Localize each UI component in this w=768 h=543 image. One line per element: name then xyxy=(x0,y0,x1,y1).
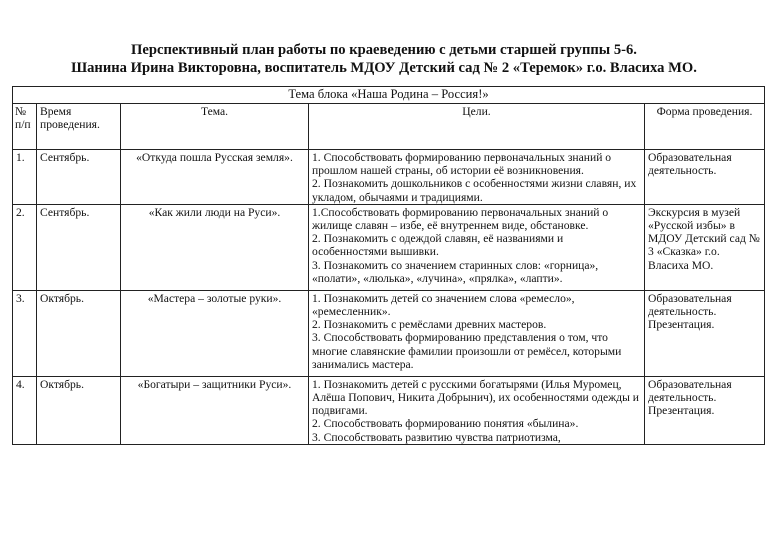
goal-item: 2. Способствовать формированию понятия «былина». xyxy=(312,417,579,431)
row-form: Экскурсия в музей «Русской избы» в МДОУ Детский сад № 3 «Сказка» г.о. Власиха МО. xyxy=(645,204,765,290)
row-form: Образовательная деятельность. xyxy=(645,150,765,205)
row-time: Октябрь. xyxy=(37,290,121,376)
goal-item: 3. Способствовать развитию чувства патриотизма, xyxy=(312,430,561,444)
row-topic: «Богатыри – защитники Руси». xyxy=(121,376,309,444)
block-header-row xyxy=(13,87,765,104)
row-time: Сентябрь. xyxy=(37,204,121,290)
header-goals: Цели. xyxy=(309,104,645,150)
row-time: Сентябрь. xyxy=(37,150,121,205)
plan-table xyxy=(12,86,765,445)
goal-item: 1. Познакомить детей со значением слова «ремесло», «ремесленник». xyxy=(312,291,575,319)
row-number: 3. xyxy=(13,290,37,376)
row-topic: «Мастера – золотые руки». xyxy=(121,290,309,376)
table-row xyxy=(13,204,765,290)
row-goals xyxy=(309,204,645,290)
header-form: Форма проведения. xyxy=(645,104,765,150)
document-title: Перспективный план работы по краеведению с детьми старшей группы 5-6. xyxy=(131,42,637,58)
goal-item: 2. Познакомить с ремёслами древних мастеров. xyxy=(312,318,547,332)
table-row xyxy=(13,376,765,444)
column-header-row xyxy=(13,104,765,150)
goal-item: 2. Познакомить с одеждой славян, её названиями и особенностями вышивки. xyxy=(312,232,564,259)
row-topic: «Откуда пошла Русская земля». xyxy=(121,150,309,205)
row-goals xyxy=(309,376,645,444)
table-row xyxy=(13,290,765,376)
row-form: Образовательная деятельность. Презентация. xyxy=(645,376,765,444)
goal-item: 3. Способствовать формированию представления о том, что многие славянские фамилии произошли от ремёсел, которыми занимались мастера. xyxy=(312,331,622,371)
row-number: 1. xyxy=(13,150,37,205)
document-subtitle: Шанина Ирина Викторовна, воспитатель МДОУ Детский сад № 2 «Теремок» г.о. Власиха МО. xyxy=(71,60,697,76)
goal-item: 2. Познакомить дошкольников с особенностями жизни славян, их укладом, обычаями и традициями. xyxy=(312,177,637,204)
table-row xyxy=(13,150,765,205)
header-topic: Тема. xyxy=(121,104,309,150)
row-number: 2. xyxy=(13,204,37,290)
goal-item: 1. Способствовать формированию первоначальных знаний о прошлом нашей страны, об истории её возникновения. xyxy=(312,151,612,178)
row-form: Образовательная деятельность. Презентация. xyxy=(645,290,765,376)
row-number: 4. xyxy=(13,376,37,444)
block-title: Тема блока «Наша Родина – Россия!» xyxy=(13,87,765,104)
header-time: Время проведения. xyxy=(37,104,121,150)
row-goals xyxy=(309,150,645,205)
goal-item: 1.Способствовать формированию первоначальных знаний о жилище славян – избе, её внутреннем виде, обстановке. xyxy=(312,205,609,233)
row-topic: «Как жили люди на Руси». xyxy=(121,204,309,290)
row-time: Октябрь. xyxy=(37,376,121,444)
header-number: № п/п xyxy=(13,104,37,150)
goal-item: 3. Познакомить со значением старинных слов: «горница», «полати», «люлька», «лучина», «прялка», «лапти». xyxy=(312,258,599,285)
goal-item: 1. Познакомить детей с русскими богатырями (Илья Муромец, Алёша Попович, Никита Добрынич), их особенностями одежды и подвигами. xyxy=(312,377,639,418)
row-goals xyxy=(309,290,645,376)
